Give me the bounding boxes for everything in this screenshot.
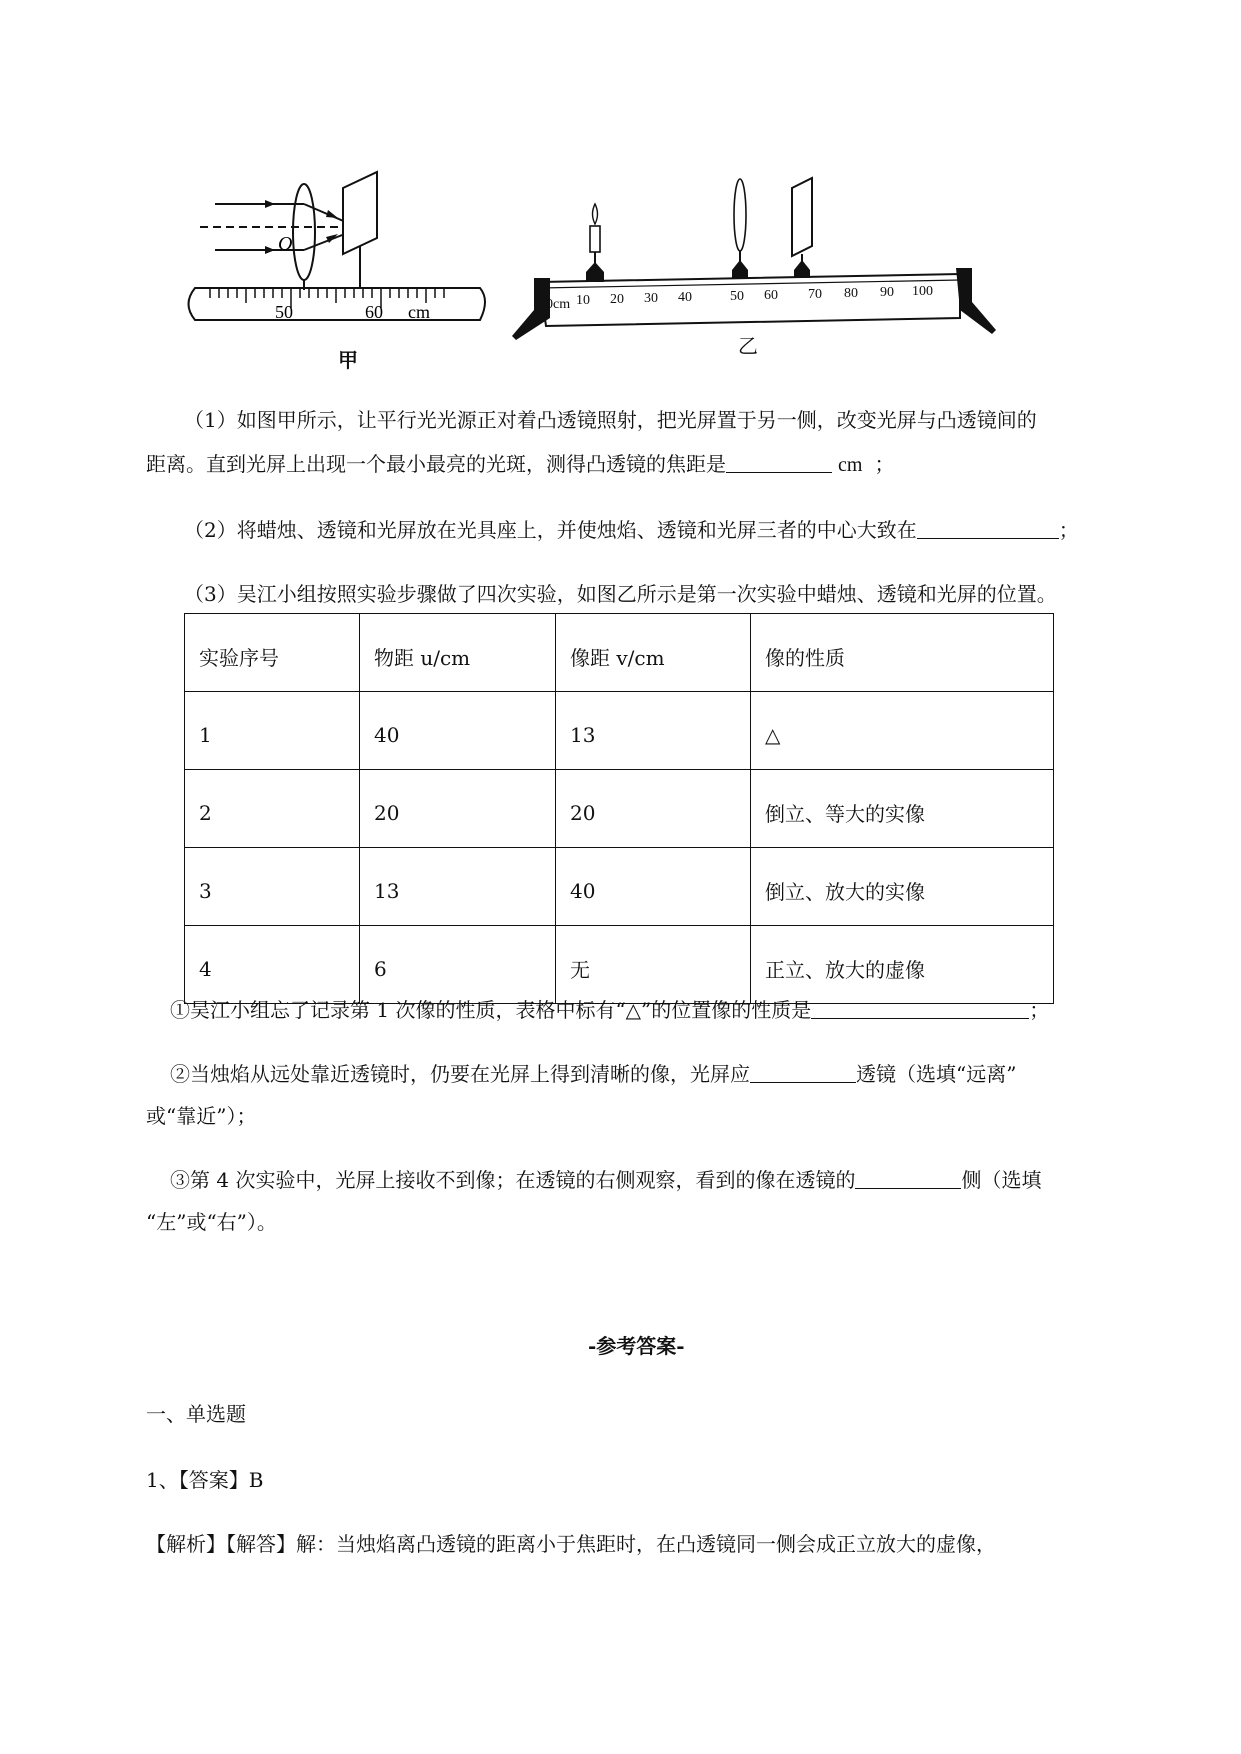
yi-tick-0: 0cm [546, 297, 571, 312]
table-row [185, 770, 1054, 848]
q1-unit: cm [838, 454, 863, 476]
sub2-text: ②当烛焰从远处靠近透镜时，仍要在光屏上得到清晰的像，光屏应 [170, 1062, 750, 1086]
sub2-blank[interactable] [750, 1062, 856, 1083]
table-header: 像距 v/cm [556, 614, 751, 692]
q2-text: （2）将蜡烛、透镜和光屏放在光具座上，并使烛焰、透镜和光屏三者的中心大致在 [184, 518, 917, 542]
ruler-label-60: 60 [365, 302, 383, 322]
q1-end: ； [874, 452, 895, 476]
yi-tick-10: 10 [576, 293, 590, 308]
table-cell: 2 [185, 770, 360, 848]
sub2-line2: 或“靠近”）； [146, 1104, 257, 1128]
bench-left-stand [512, 278, 550, 340]
candle [590, 226, 600, 252]
yi-tick-50: 50 [730, 289, 744, 304]
answer-analysis: 【解析】【解答】解：当烛焰离凸透镜的距离小于焦距时，在凸透镜同一侧会成正立放大的虚像， [146, 1532, 996, 1556]
table-cell: 20 [360, 770, 556, 848]
yi-tick-100: 100 [912, 284, 933, 299]
table-header: 实验序号 [185, 614, 360, 692]
yi-tick-90: 90 [880, 285, 894, 300]
table-cell: 40 [556, 848, 751, 926]
answer-section: 一、单选题 [146, 1402, 246, 1426]
table-cell: 1 [185, 692, 360, 770]
bench-right-stand [956, 268, 996, 334]
q3-line: （3）吴江小组按照实验步骤做了四次实验，如图乙所示是第一次实验中蜡烛、透镜和光屏的位置。 [184, 582, 1057, 606]
sub1-blank[interactable] [811, 998, 1029, 1019]
table-cell: 13 [360, 848, 556, 926]
sub1-line [170, 988, 1180, 1032]
yi-tick-20: 20 [610, 292, 624, 307]
table-cell: 6 [360, 926, 556, 1004]
table-cell: △ [751, 692, 1054, 770]
table-row [185, 692, 1054, 770]
yi-tick-30: 30 [644, 291, 658, 306]
sub1-end: ； [1029, 998, 1050, 1022]
table-cell: 倒立、等大的实像 [751, 770, 1054, 848]
yi-tick-60: 60 [764, 288, 778, 303]
table-cell: 20 [556, 770, 751, 848]
yi-tick-70: 70 [808, 287, 822, 302]
experiment-table [184, 613, 1054, 1004]
q1-line2 [146, 442, 1156, 487]
yi-tick-40: 40 [678, 290, 692, 305]
sub3-text: ③第 4 次实验中，光屏上接收不到像；在透镜的右侧观察，看到的像在透镜的 [170, 1168, 856, 1192]
table-cell: 正立、放大的虚像 [751, 926, 1054, 1004]
q1-line2-text: 距离。直到光屏上出现一个最小最亮的光斑，测得凸透镜的焦距是 [146, 452, 726, 476]
table-cell: 无 [556, 926, 751, 1004]
q2-line [184, 508, 1194, 552]
convex-lens [293, 184, 315, 280]
yi-tick-80: 80 [844, 286, 858, 301]
table-row [185, 848, 1054, 926]
sub2-line1 [170, 1052, 1180, 1096]
table-cell: 倒立、放大的实像 [751, 848, 1054, 926]
lens-label: O [278, 233, 293, 255]
ruler-label-50: 50 [275, 302, 293, 322]
sub3-line2: “左”或“右”）。 [146, 1210, 277, 1234]
light-screen [343, 172, 377, 254]
sub3-line1 [170, 1158, 1180, 1202]
q1-line1: （1）如图甲所示，让平行光光源正对着凸透镜照射，把光屏置于另一侧，改变光屏与凸透镜间的 [184, 408, 1037, 432]
sub3-blank[interactable] [855, 1168, 961, 1189]
table-cell: 40 [360, 692, 556, 770]
figure-yi [510, 170, 1010, 340]
table-cell: 4 [185, 926, 360, 1004]
lens-yi [734, 179, 746, 251]
ruler-label-cm: cm [408, 302, 430, 322]
screen-yi [792, 178, 812, 256]
table-header: 像的性质 [751, 614, 1054, 692]
q2-end: ； [1058, 518, 1079, 542]
sub1-text: ①吴江小组忘了记录第 1 次像的性质，表格中标有“△”的位置像的性质是 [170, 998, 812, 1022]
table-header: 物距 u/cm [360, 614, 556, 692]
q2-blank[interactable] [917, 518, 1059, 539]
answer-item: 1、【答案】B [146, 1468, 264, 1492]
table-cell: 3 [185, 848, 360, 926]
figure-jia-caption: 甲 [338, 348, 358, 372]
figure-yi-caption: 乙 [738, 334, 758, 358]
table-header-row [185, 614, 1054, 692]
table-cell: 13 [556, 692, 751, 770]
sub2-after: 透镜（选填“远离” [856, 1062, 1017, 1086]
q1-blank[interactable] [726, 452, 832, 473]
sub3-after: 侧（选填 [961, 1168, 1042, 1192]
answer-title: -参考答案- [588, 1334, 685, 1358]
